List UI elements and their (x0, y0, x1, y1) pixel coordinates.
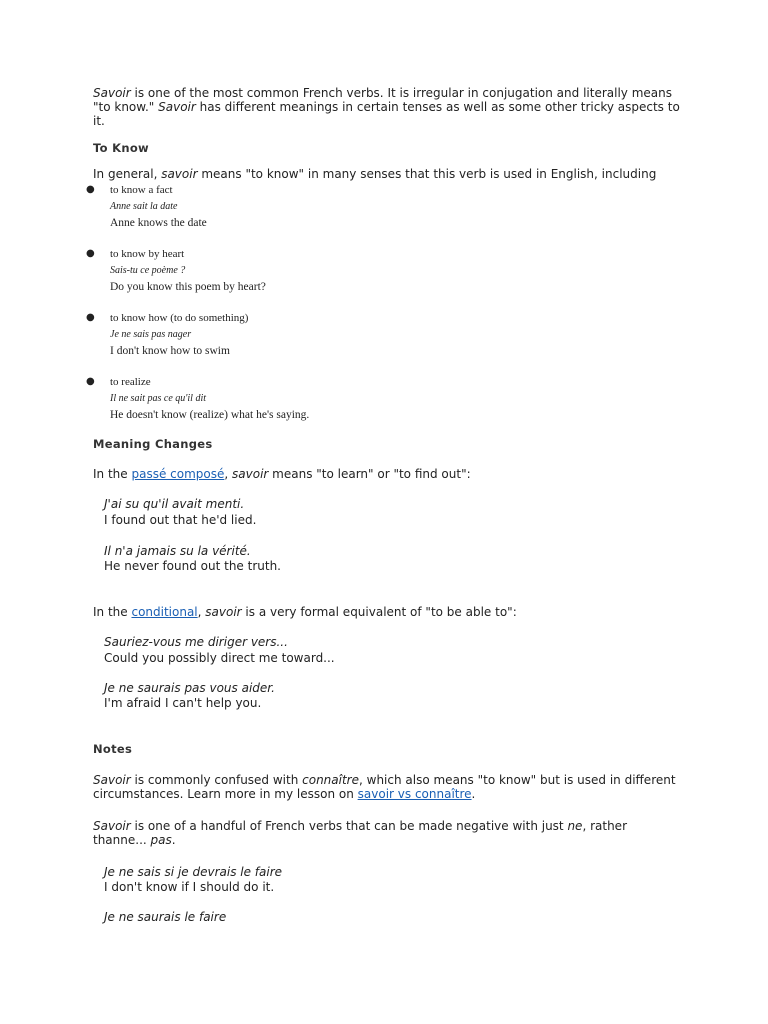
notes-p1-end: . (471, 787, 476, 801)
pc-suffix: means "to learn" or "to find out": (268, 467, 471, 481)
notes-p1-text: is commonly confused with (130, 773, 303, 787)
bullet-icon: ● (86, 248, 95, 259)
intro-savoir: Savoir (93, 86, 131, 100)
example-french: Je ne sais si je devrais le faire (104, 865, 283, 879)
meaning-changes-heading: Meaning Changes (93, 437, 213, 451)
notes-p2-ne: ne (567, 819, 583, 833)
example-english: He never found out the truth. (104, 559, 281, 573)
example-french: J'ai su qu'il avait menti. (104, 497, 245, 511)
list-item-translation: He doesn't know (realize) what he's saying. (110, 409, 310, 421)
list-item-example: Sais-tu ce poème ? (110, 265, 186, 276)
example-french: Il n'a jamais su la vérité. (104, 544, 251, 558)
list-item-term: to know a fact (110, 184, 173, 196)
list-item-example: Je ne sais pas nager (110, 329, 192, 340)
notes-p2-end: . (171, 833, 176, 847)
bullet-icon: ● (86, 376, 95, 387)
notes-p1-savoir: Savoir (93, 773, 131, 787)
pc-prefix: In the (93, 467, 132, 481)
intro-text-1: is one of the most common French verbs. It is irregular in conjugation and literally means "to know." (93, 86, 672, 114)
cond-suffix: is a very formal equivalent of "to be able to": (241, 605, 517, 619)
list-item-translation: Do you know this poem by heart? (110, 281, 266, 293)
intro-savoir-2: Savoir (158, 100, 196, 114)
notes-p2-pas: pas (150, 833, 172, 847)
example-french: Je ne saurais pas vous aider. (104, 681, 275, 695)
cond-comma: , (197, 605, 206, 619)
conditional-link[interactable]: conditional (131, 605, 198, 619)
intro-text-2: has different meanings in certain tenses as well as some other tricky aspects to it. (93, 100, 680, 128)
list-item-example: Anne sait la date (110, 201, 178, 212)
example-english: I found out that he'd lied. (104, 513, 257, 527)
to-know-lead-savoir: savoir (161, 167, 198, 181)
notes-p1-connaitre: connaître (302, 773, 359, 787)
example-english: I don't know if I should do it. (104, 880, 275, 894)
savoir-vs-connaitre-link[interactable]: savoir vs connaître (357, 787, 472, 801)
list-item-term: to realize (110, 376, 151, 388)
to-know-lead (93, 167, 693, 181)
list-item-term: to know how (to do something) (110, 312, 249, 324)
list-item-translation: I don't know how to swim (110, 345, 230, 357)
bullet-icon: ● (86, 184, 95, 195)
intro-paragraph (93, 86, 683, 128)
list-item-translation: Anne knows the date (110, 217, 207, 229)
cond-prefix: In the (93, 605, 132, 619)
cond-savoir: savoir (205, 605, 242, 619)
passe-compose-paragraph (93, 467, 693, 481)
list-item-term: to know by heart (110, 248, 185, 260)
notes-paragraph-1 (93, 773, 683, 801)
bullet-icon: ● (86, 312, 95, 323)
notes-p2-text: is one of a handful of French verbs that can be made negative with just (130, 819, 568, 833)
notes-p2-savoir: Savoir (93, 819, 131, 833)
passe-compose-link[interactable]: passé composé (131, 467, 225, 481)
pc-savoir: savoir (232, 467, 269, 481)
example-french: Je ne saurais le faire (104, 910, 227, 924)
notes-paragraph-2 (93, 819, 683, 847)
example-english: Could you possibly direct me toward... (104, 651, 335, 665)
to-know-heading: To Know (93, 141, 149, 155)
to-know-lead-prefix: In general, (93, 167, 162, 181)
list-item-example: Il ne sait pas ce qu'il dit (110, 393, 207, 404)
to-know-lead-suffix: means "to know" in many senses that this verb is used in English, including (197, 167, 657, 181)
notes-p1-text-2: , which also means "to know" but is used in different circumstances. Learn more in my lesson on (93, 773, 676, 801)
example-english: I'm afraid I can't help you. (104, 696, 262, 710)
notes-p2-text-2: , rather thanne... (93, 819, 627, 847)
pc-comma: , (224, 467, 233, 481)
notes-heading: Notes (93, 742, 133, 756)
example-french: Sauriez-vous me diriger vers... (104, 635, 288, 649)
conditional-paragraph (93, 605, 693, 619)
